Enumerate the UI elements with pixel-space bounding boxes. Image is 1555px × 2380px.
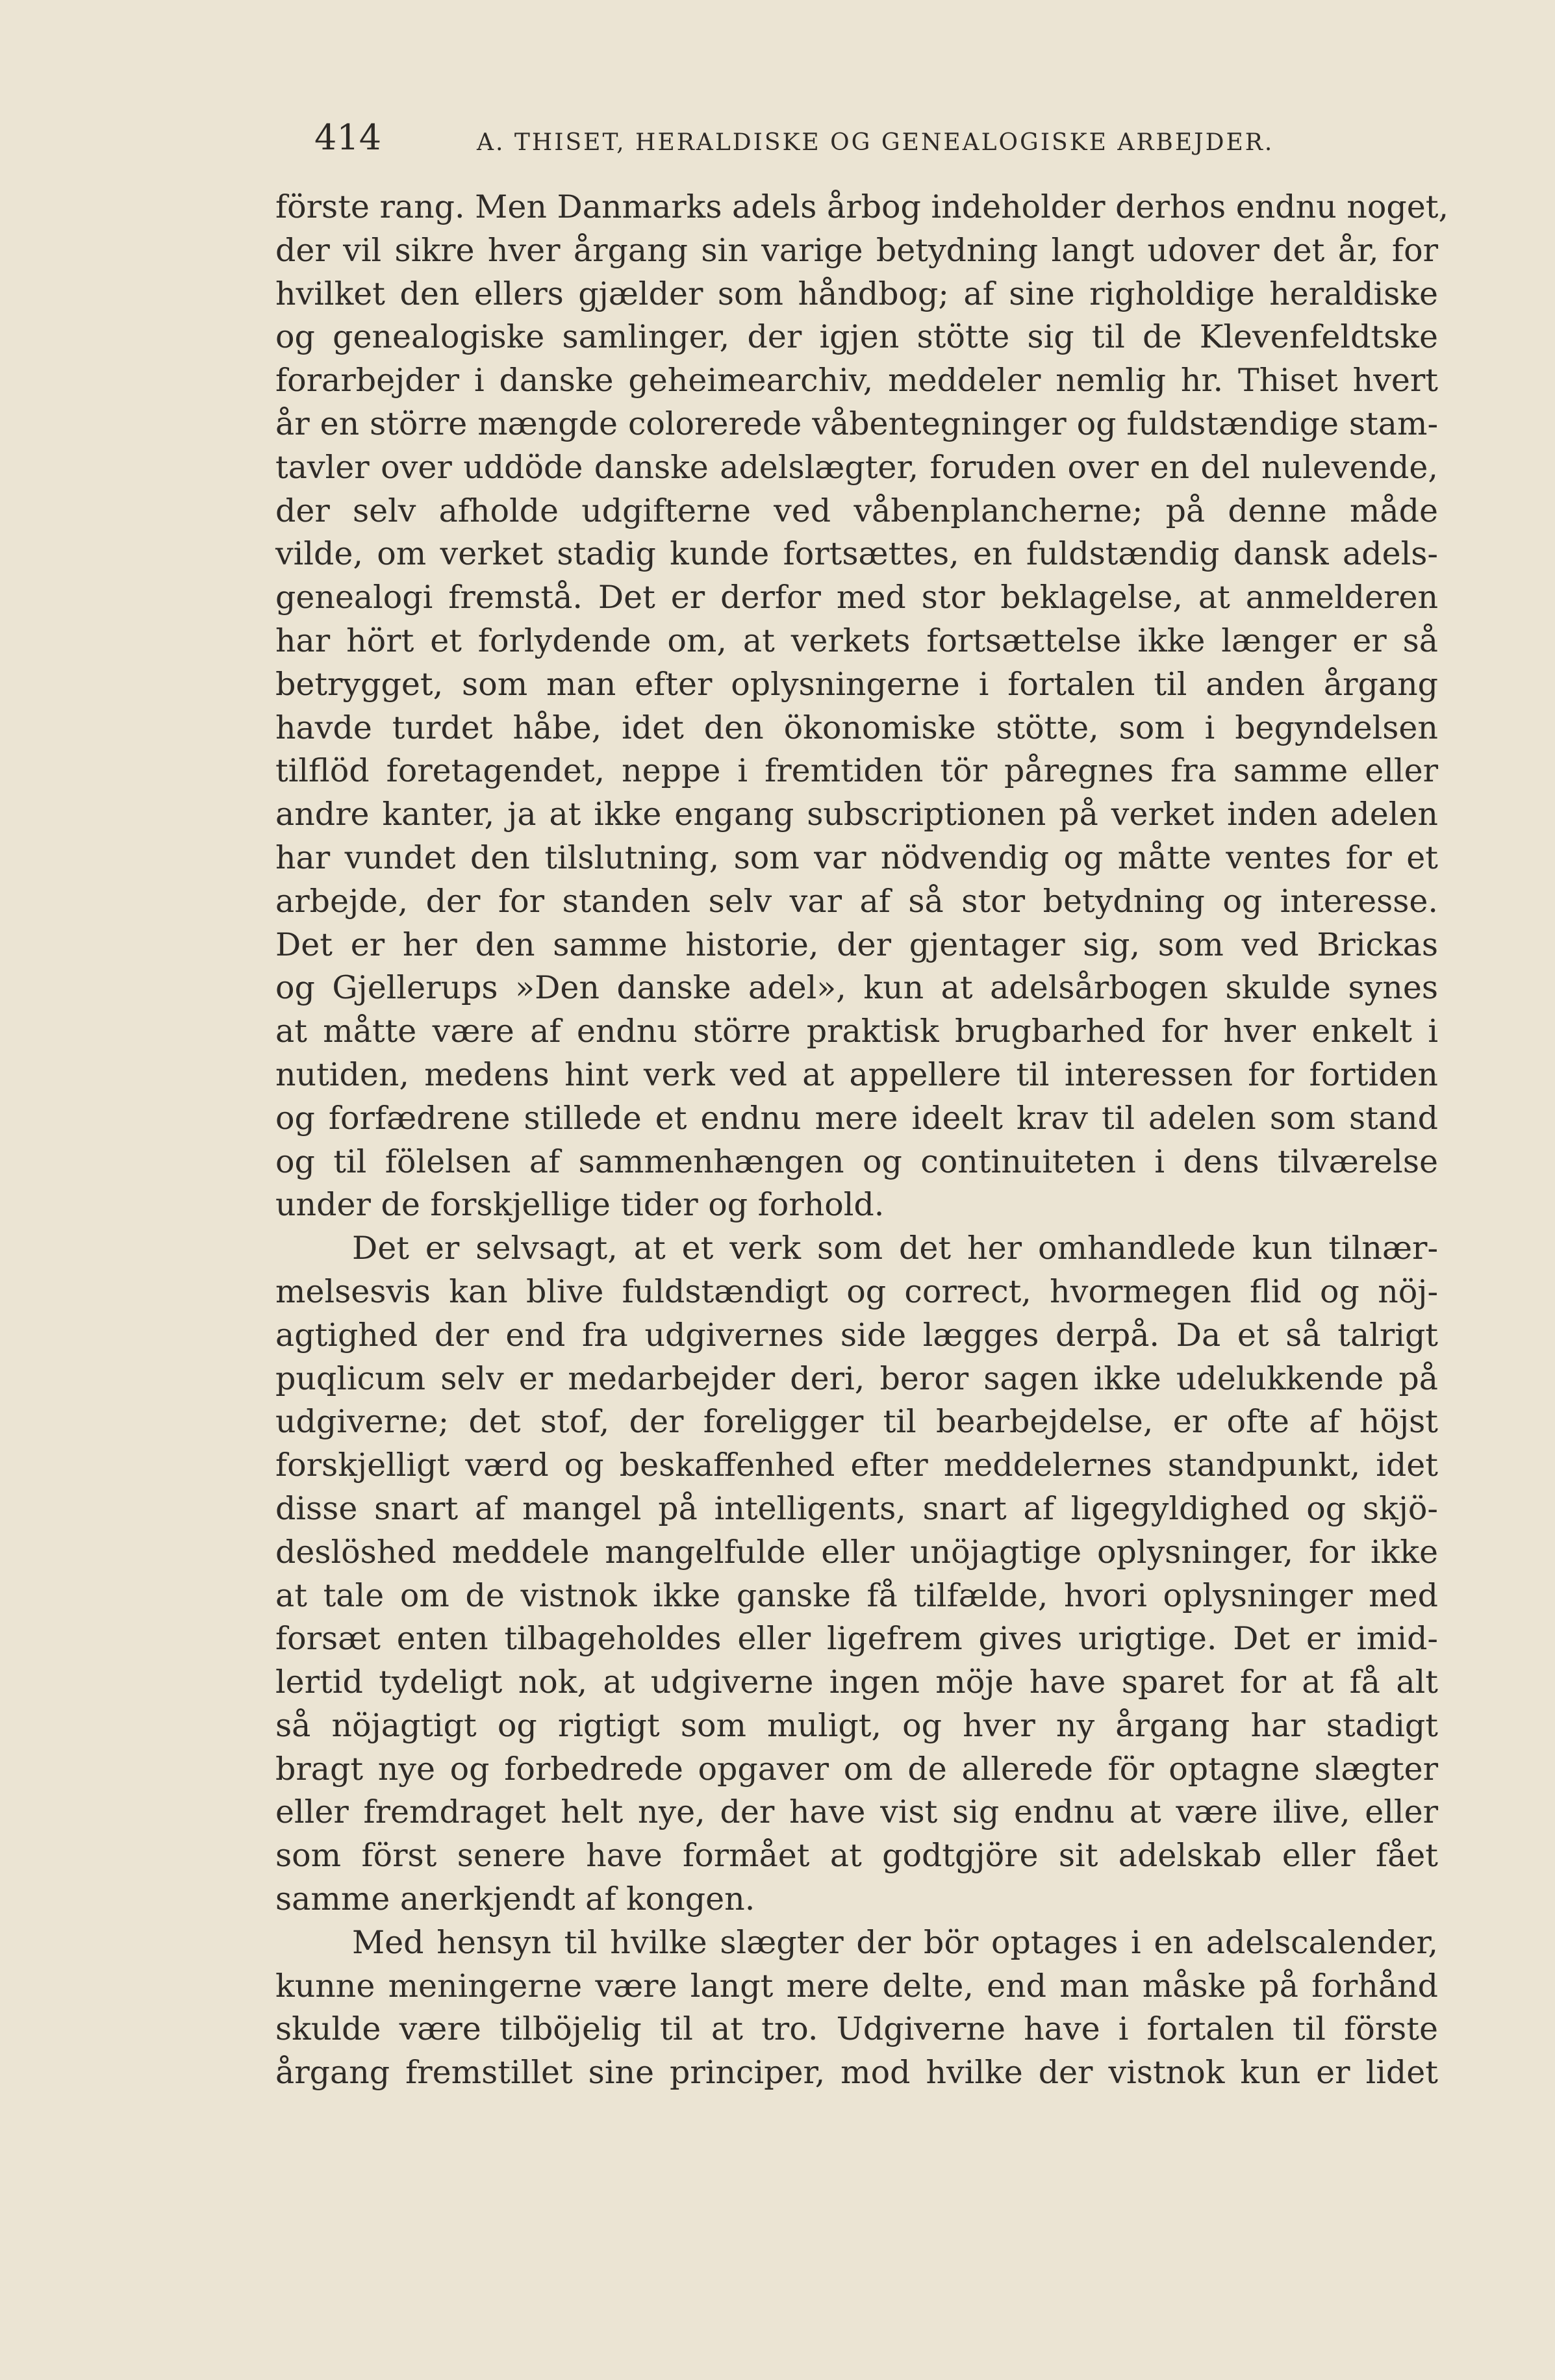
text-line: så nöjagtigt og rigtigt som muligt, og hver ny årgang har stadigt xyxy=(275,1706,1438,1744)
text-line: har hört et forlydende om, at verkets fortsættelse ikke længer er så xyxy=(275,622,1438,659)
text-line: andre kanter, ja at ikke engang subscriptionen på verket inden adelen xyxy=(275,796,1438,833)
text-line: tavler over uddöde danske adelslægter, foruden over en del nulevende, xyxy=(275,448,1438,486)
text-line: arbejde, der for standen selv var af så stor betydning og interesse. xyxy=(275,882,1438,920)
text-line: som först senere have formået at godtgjöre sit adelskab eller fået xyxy=(275,1837,1438,1875)
text-line: deslöshed meddele mangelfulde eller unöjagtige oplysninger, for ikke xyxy=(275,1533,1438,1571)
text-line: at tale om de vistnok ikke ganske få tilfælde, hvori oplysninger med xyxy=(275,1576,1438,1614)
text-line: forskjelligt værd og beskaffenhed efter meddelernes standpunkt, idet xyxy=(275,1447,1438,1484)
text-line: genealogi fremstå. Det er derfor med stor beklagelse, at anmelderen xyxy=(275,579,1438,616)
text-line: agtighed der end fra udgivernes side lægges derpå. Da et så talrigt xyxy=(275,1316,1438,1354)
text-line: under de forskjellige tider og forhold. xyxy=(275,1186,885,1224)
page-header xyxy=(275,112,1445,164)
text-line: at måtte være af endnu större praktisk brugbarhed for hver enkelt i xyxy=(275,1013,1438,1050)
page-number: 414 xyxy=(314,117,382,158)
text-line: og forfædrene stillede et endnu mere ideelt krav til adelen som stand xyxy=(275,1099,1438,1137)
text-line: der selv afholde udgifterne ved våbenplancherne; på denne måde xyxy=(275,492,1438,529)
text-line: og til fölelsen af sammenhængen og continuiteten i dens tilværelse xyxy=(275,1143,1438,1180)
text-line: eller fremdraget helt nye, der have vist sig endnu at være ilive, eller xyxy=(275,1793,1438,1831)
text-line: og genealogiske samlinger, der igjen stötte sig til de Klevenfeldtske xyxy=(275,318,1438,356)
text-line: Med hensyn til hvilke slægter der bör optages i en adelscalender, xyxy=(352,1923,1438,1961)
text-line: der vil sikre hver årgang sin varige betydning langt udover det år, for xyxy=(275,231,1438,269)
text-line: havde turdet håbe, idet den ökonomiske stötte, som i begyndelsen xyxy=(275,709,1438,746)
text-line: bragt nye og forbedrede opgaver om de allerede för optagne slægter xyxy=(275,1750,1438,1788)
text-line: melsesvis kan blive fuldstændigt og correct, hvormegen flid og nöj- xyxy=(275,1272,1438,1310)
text-line: og Gjellerups »Den danske adel», kun at adelsårbogen skulde synes xyxy=(275,969,1438,1007)
text-line: forarbejder i danske geheimearchiv, meddeler nemlig hr. Thiset hvert xyxy=(275,362,1438,399)
text-line: disse snart af mangel på intelligents, snart af ligegyldighed og skjö- xyxy=(275,1489,1438,1527)
text-line: kunne meningerne være langt mere delte, end man måske på forhånd xyxy=(275,1967,1438,2005)
text-line: forsæt enten tilbageholdes eller ligefrem gives urigtige. Det er imid- xyxy=(275,1620,1438,1658)
text-line: år en större mængde colorerede våbentegninger og fuldstændige stam- xyxy=(275,405,1438,442)
text-line: samme anerkjendt af kongen. xyxy=(275,1880,755,1918)
text-line: betrygget, som man efter oplysningerne i fortalen til anden årgang xyxy=(275,665,1438,703)
text-line: har vundet den tilslutning, som var nödvendig og måtte ventes for et xyxy=(275,839,1438,876)
text-line: Det er selvsagt, at et verk som det her omhandlede kun tilnær- xyxy=(352,1230,1438,1267)
text-line: årgang fremstillet sine principer, mod hvilke der vistnok kun er lidet xyxy=(275,2054,1438,2092)
text-line: udgiverne; det stof, der foreligger til bearbejdelse, er ofte af höjst xyxy=(275,1403,1438,1441)
text-line: hvilket den ellers gjælder som håndbog; af sine righoldige heraldiske xyxy=(275,275,1438,312)
text-line: förste rang. Men Danmarks adels årbog indeholder derhos endnu noget, xyxy=(275,188,1449,225)
text-line: vilde, om verket stadig kunde fortsættes, en fuldstændig dansk adels- xyxy=(275,535,1438,573)
running-head: A. THISET, HERALDISKE OG GENEALOGISKE ARBEJDER. xyxy=(477,129,1274,156)
body-text xyxy=(275,186,1449,2095)
text-line: skulde være tilböjelig til at tro. Udgiverne have i fortalen til förste xyxy=(275,2010,1438,2048)
text-line: nutiden, medens hint verk ved at appellere til interessen for fortiden xyxy=(275,1056,1438,1093)
text-line: Det er her den samme historie, der gjentager sig, som ved Brickas xyxy=(275,926,1438,963)
text-line: puqlicum selv er medarbejder deri, beror sagen ikke udelukkende på xyxy=(275,1360,1438,1397)
text-line: lertid tydeligt nok, at udgiverne ingen möje have sparet for at få alt xyxy=(275,1664,1438,1701)
text-line: tilflöd foretagendet, neppe i fremtiden tör påregnes fra samme eller xyxy=(275,752,1438,790)
